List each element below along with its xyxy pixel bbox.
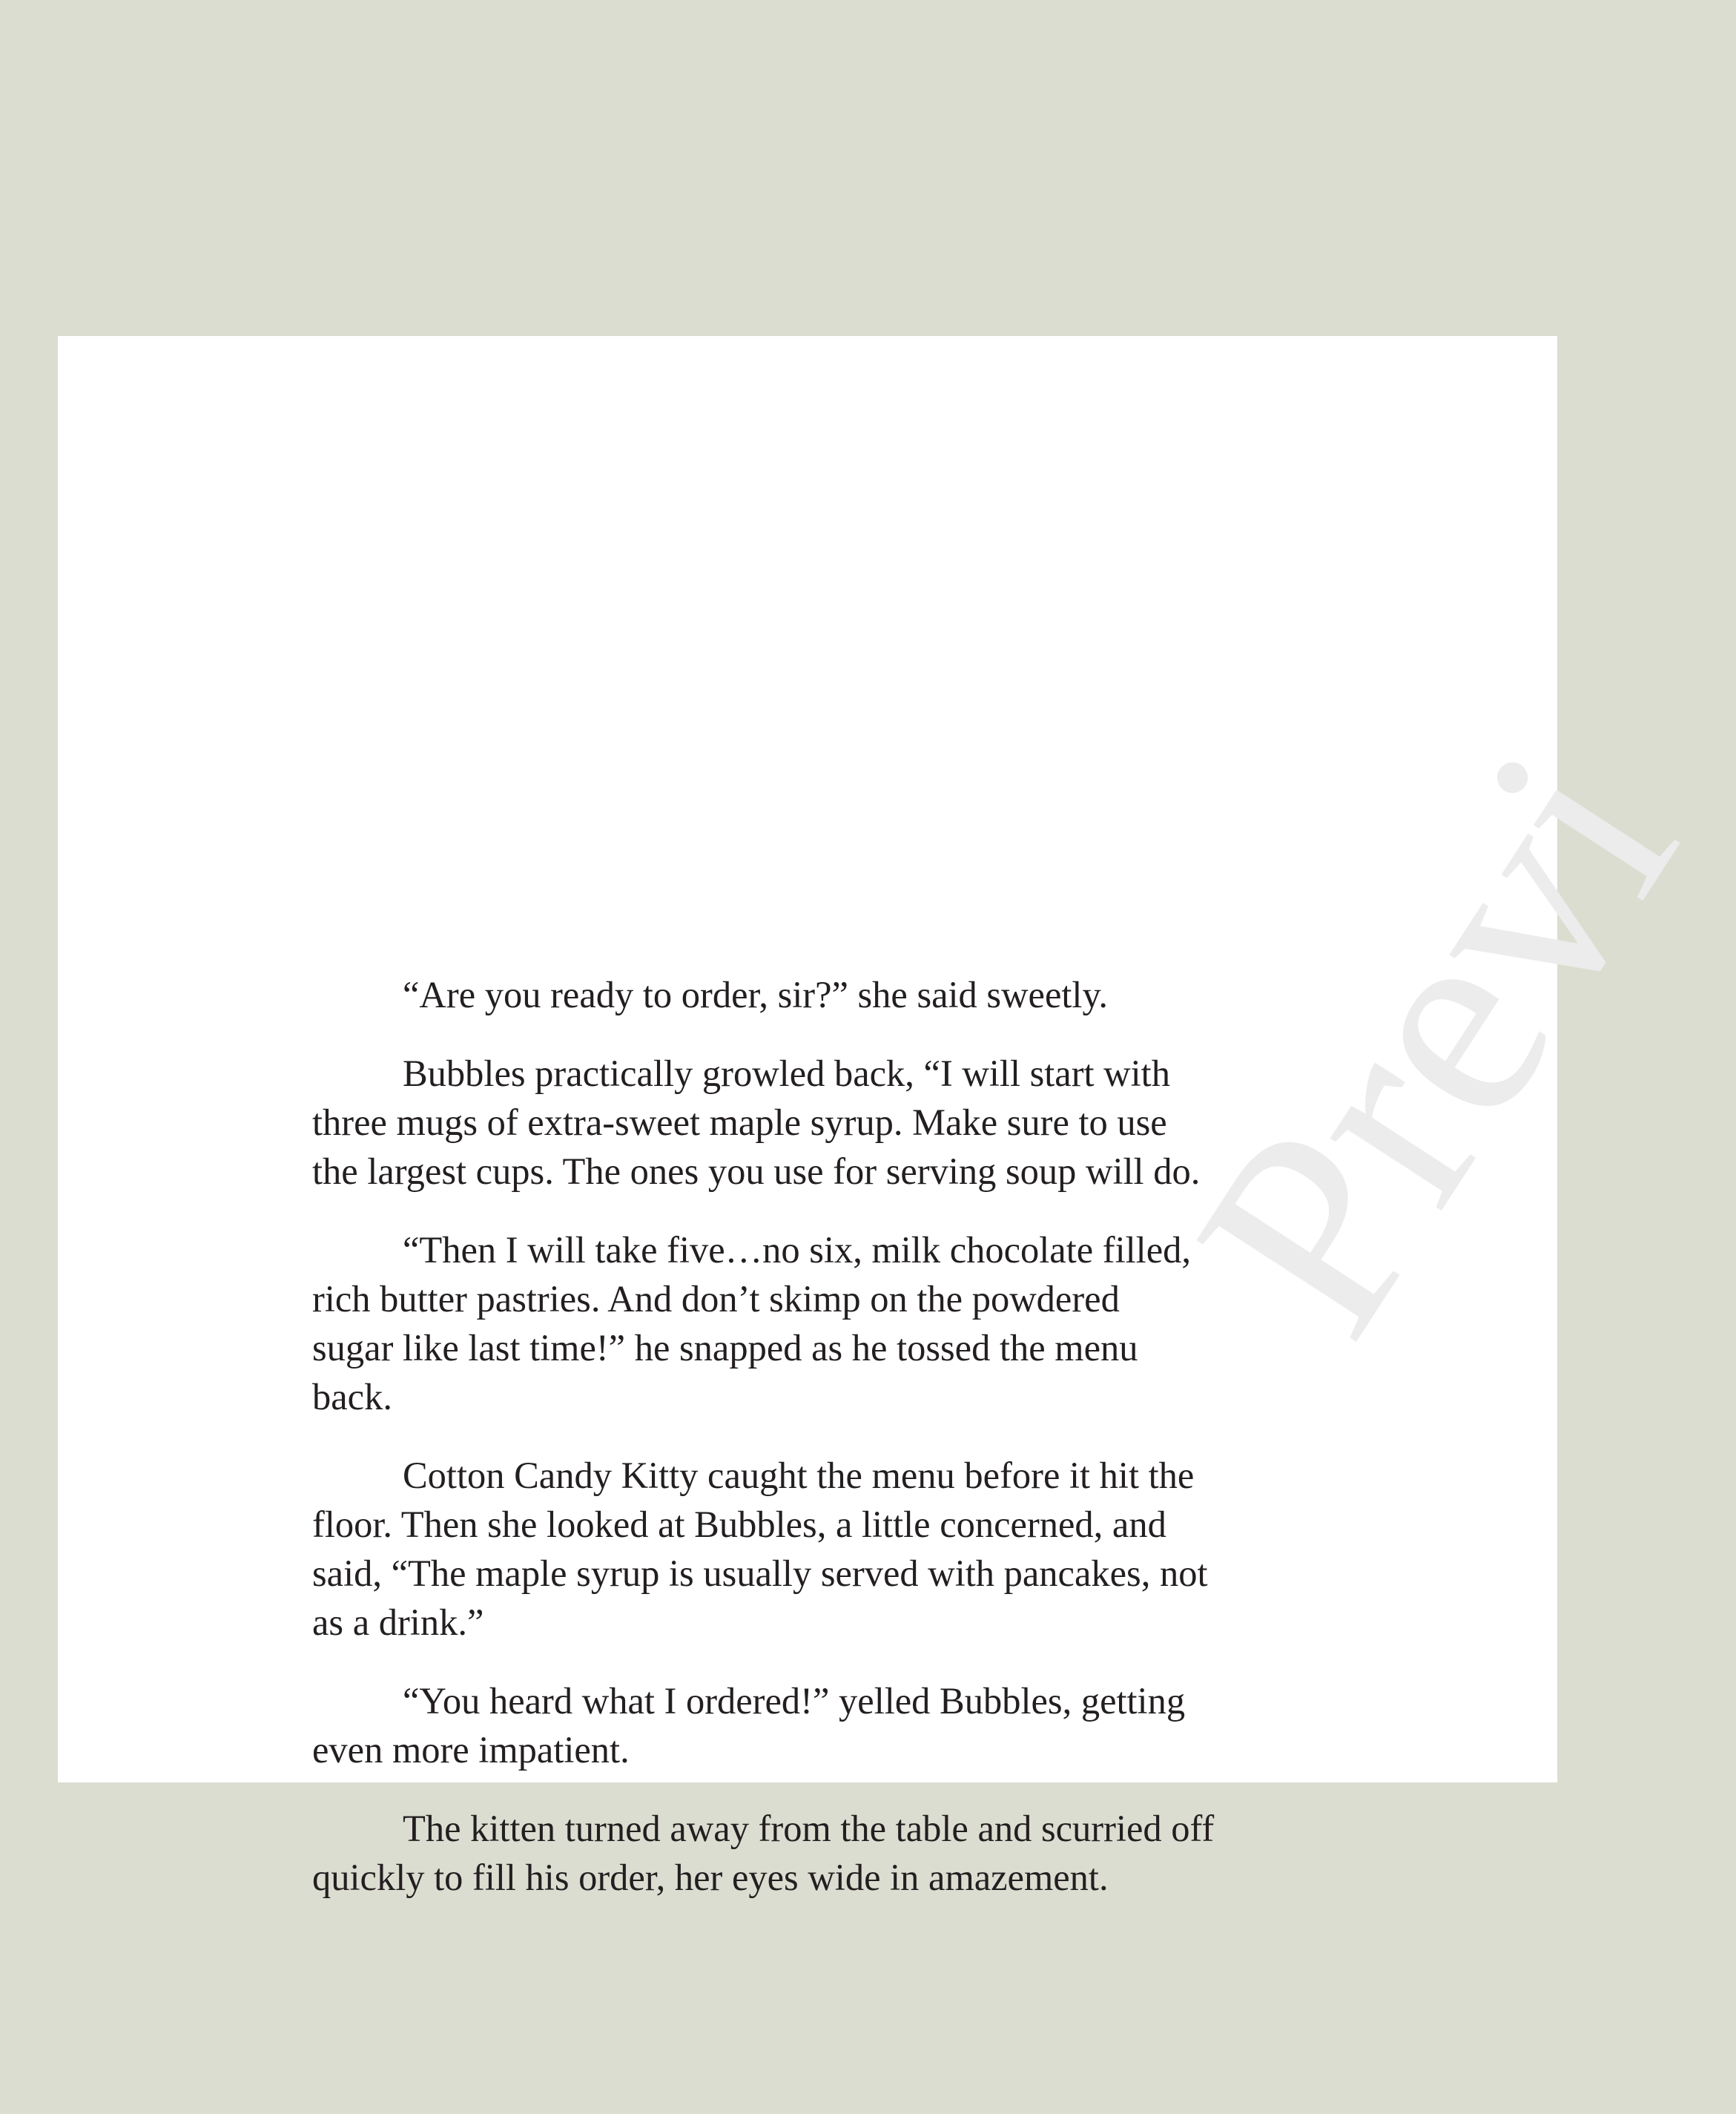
text-line: Cotton Candy Kitty caught the menu before it hit the xyxy=(403,1455,1195,1496)
paragraph-6 xyxy=(312,1804,1373,1902)
text-line: said, “The maple syrup is usually served with pancakes, not xyxy=(312,1552,1208,1594)
paragraph-1 xyxy=(312,970,1373,1019)
text-line: floor. Then she looked at Bubbles, a little concerned, and xyxy=(312,1504,1166,1545)
text-line: back. xyxy=(312,1376,392,1417)
text-line: as a drink.” xyxy=(312,1601,484,1643)
story-text xyxy=(312,970,1373,1932)
preview-watermark: Previ xyxy=(1135,698,1736,1385)
paragraph-5 xyxy=(312,1676,1373,1774)
text-line: rich butter pastries. And don’t skimp on the powdered xyxy=(312,1278,1120,1320)
text-line: “Then I will take five…no six, milk chocolate filled, xyxy=(403,1229,1191,1271)
text-line: quickly to fill his order, her eyes wide in amazement. xyxy=(312,1857,1109,1898)
paragraph-4 xyxy=(312,1451,1373,1647)
text-line: “Are you ready to order, sir?” she said sweetly. xyxy=(403,974,1109,1015)
text-line: the largest cups. The ones you use for serving soup will do. xyxy=(312,1150,1201,1192)
book-page xyxy=(58,336,1736,1898)
paragraph-2 xyxy=(312,1049,1373,1196)
text-line: three mugs of extra-sweet maple syrup. Make sure to use xyxy=(312,1102,1167,1143)
text-line: even more impatient. xyxy=(312,1729,630,1771)
text-line: The kitten turned away from the table and scurried off xyxy=(403,1808,1215,1849)
text-line: sugar like last time!” he snapped as he tossed the menu xyxy=(312,1327,1138,1369)
text-line: Bubbles practically growled back, “I will start with xyxy=(403,1053,1170,1094)
text-line: “You heard what I ordered!” yelled Bubbles, getting xyxy=(403,1680,1186,1722)
paragraph-3 xyxy=(312,1225,1373,1421)
